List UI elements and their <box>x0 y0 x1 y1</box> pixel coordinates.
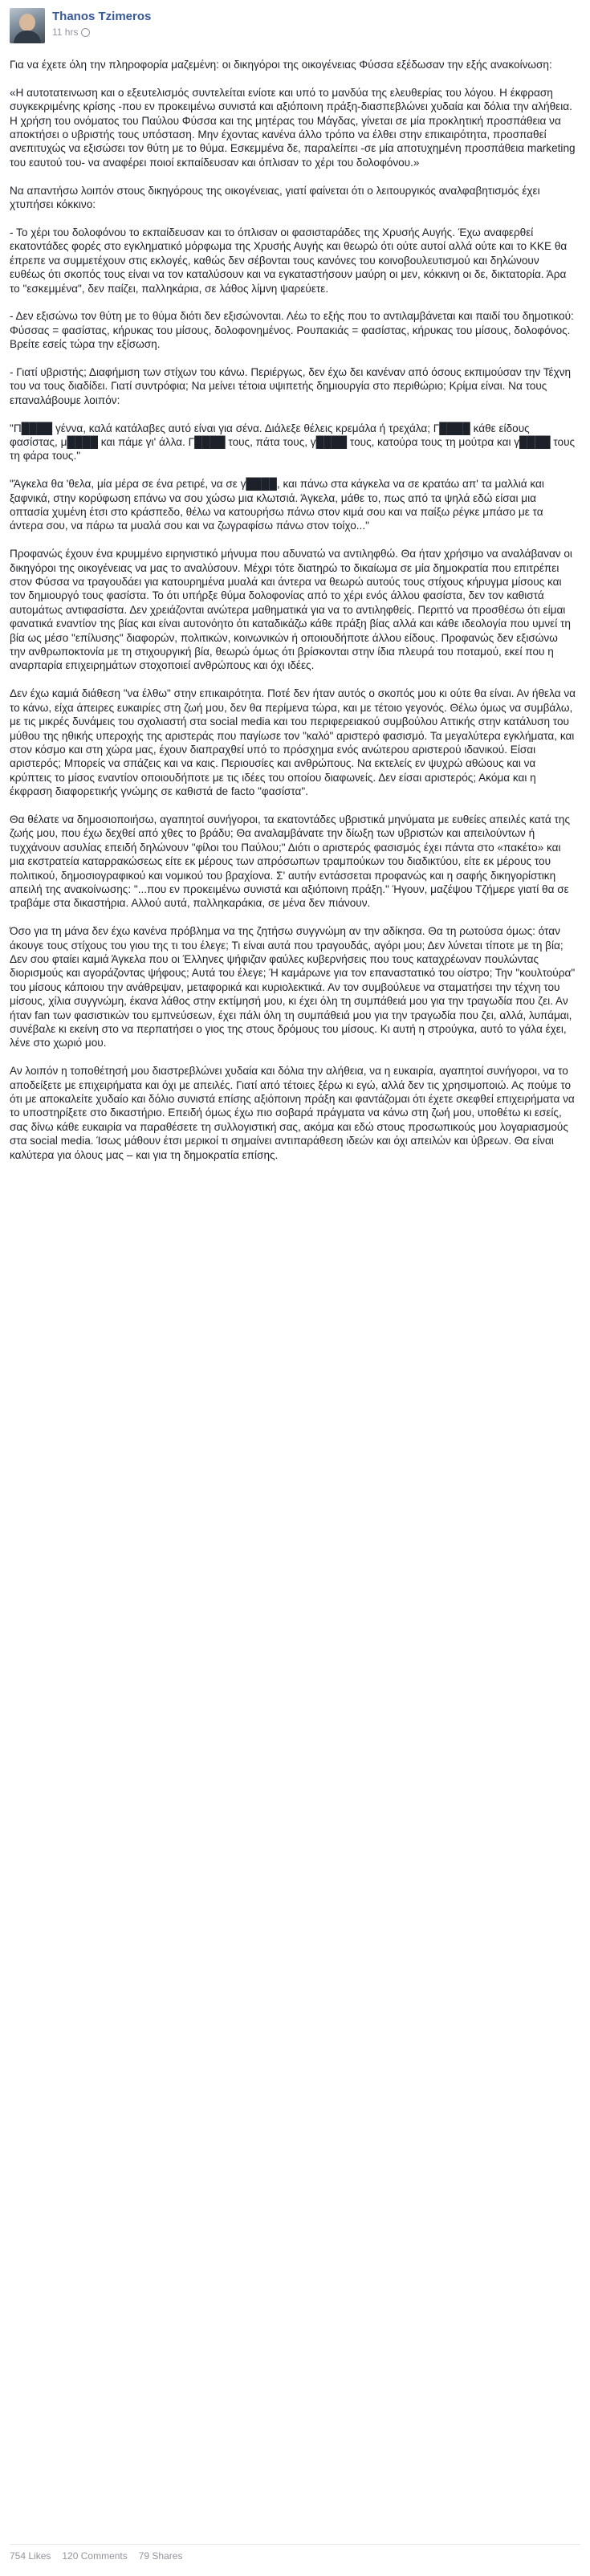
author-avatar[interactable] <box>10 8 45 43</box>
post-header <box>10 8 580 58</box>
comments-count[interactable]: 120 Comments <box>62 2550 128 2562</box>
avatar-body <box>14 31 41 43</box>
avatar-head <box>19 14 35 31</box>
globe-icon <box>81 28 90 37</box>
author-block <box>52 8 151 38</box>
author-name[interactable]: Thanos Tzimeros <box>52 10 152 23</box>
shares-count[interactable]: 79 Shares <box>138 2550 183 2562</box>
post-meta <box>52 26 151 38</box>
post-time[interactable]: 11 hrs <box>52 26 79 38</box>
likes-count[interactable]: 754 Likes <box>10 2550 51 2562</box>
post-stats-bar <box>10 2544 580 2567</box>
post-body-text: Για να έχετε όλη την πληροφορία μαζεμένη: οι δικηγόροι της οικογένειας Φύσσα εξέδωσαν την εξής ανακοίνωση: «Η αυτοτατεινωση και ο εξευτελισμός συντελείται ενίοτε και υπό το μανδύα της ελευθερίας του λόγου. Η έκφραση συγκεκριμένης κρίσης -που εν προκειμένω συνιστά και αξιόποινη πράξη-διασπεβλώνει χυδαία και δόλια την αλήθεια. Η χρήση του ονόματος του Παύλου Φύσσα και της μητέρας του Μάγδας, γίνεται σε μία προκλητική προσπάθεια να αποκτήσει ο υβριστής τους υπόσταση. Μην έχοντας κανένα άλλο τρόπο να έλθει στην επικαιρότητα, προσπαθεί ανεπιτυχώς να εξισώσει τον θύτη με το θύμα. Εσκεμμένα δε, παραλείπει -σε μία αποτυχημένη προσπάθεια marketing του εαυτού του- να αναφέρει ποιοί εκπαίδευσαν και όπλισαν το χέρι του δολοφόνου.» Να απαντήσω λοιπόν στους δικηγόρους της οικογένειας, γιατί φαίνεται ότι ο λειτουργικός αναλφαβητισμός έχει χτυπήσει κόκκινο: - Το χέρι του δολοφόνου το εκπαίδευσαν και το όπλισαν οι φασισταράδες της Χρυσής Αυγής. Έχω αναφερθεί εκατοντάδες φορές στο εγκληματικό μόρφωμα της Χρυσής Αυγής και θεωρώ ότι ούτε αυτοί αλλά ούτε και το ΚΚΕ θα έπρεπε να συμμετέχουν στις εκλογές, καθώς δεν σέβονται τους κανόνες του κοινοβουλευτισμού και δηλώνουν ευθέως ότι σκοπός τους είναι να τον καταλύσουν και να εγκαταστήσουν μαύρη οι μεν, κόκκινη οι δε, δικτατορία. Άρα το "εσκεμμένα", δεν παίζει, παλληκάρια, σε λάθος λίμνη ψαρεύετε. - Δεν εξισώνω τον θύτη με το θύμα διότι δεν εξισώνονται. Λέω το εξής που το αντιλαμβάνεται και παιδί του δημοτικού: Φύσσας = φασίστας, κήρυκας του μίσους, δολοφονημένος. Ρουπακιάς = φασίστας, κήρυκας του μίσους, δολοφόνος. Βρείτε εσείς τώρα την εξίσωση. - Γιατί υβριστής; Διαφήμιση των στίχων του κάνω. Περιέργως, δεν έχω δει κανέναν από όσους εκπιμούσαν την Τέχνη του να τους διαδίδει. Γιατί συντρόφια; Να μείνει τέτοια υψιπετής δημιουργία στο περιθώριο; Κρίμα είναι. Να τους επαναλάβουμε λοιπόν: "Π████ γέννα, καλά κατάλαβες αυτό είναι για σένα. Διάλεξε θέλεις κρεμάλα ή τρεχάλα; Γ████ κάθε είδους φασίστας, μ████ και πάμε γι' άλλα. Γ████ τους, πάτα τους, γ████ τους, κατούρα τους τη μούτρα και γ████ τους τη φάρα τους." "Άγκελα θα 'θελα, μία μέρα σε ένα ρετιρέ, να σε γ████, και πάνω στα κάγκελα να σε κρατάω απ' τα μαλλιά και ξαφνικά, στην κορύφωση επάνω να σου χώσω μια κλωτσιά. Άγκελα, μάθε το, πως από τα ψηλά εδώ είσαι μια οπτασία χυμένη έτσι στο κράσπεδο, θέλω να κατουρήσω πάνω στον κιμά σου και να παίξω ρέγκε μπάσο με τα άντερα σου, να πάρω τα μυαλά σου και να ζωγραφίσω πάνω στον τοίχο..." Προφανώς έχουν ένα κρυμμένο ειρηνιστικό μήνυμα που αδυνατώ να αντιληφθώ. Θα ήταν χρήσιμο να αναλάβαναν οι δικηγόροι της οικογένειας να μας το αναλύσουν. Μέχρι τότε διατηρώ το δικαίωμα σε μία δημοκρατία που επιτρέπει στον Φύσσα να τραγουδάει για κατουρημένα μυαλά και άντερα να θεωρώ αυτούς τους στίχους κήρυγμα μίσους και τον δημιουργό τους φασίστα. Το ότι υπήρξε θύμα δολοφονίας από το χέρι ενός άλλου φασίστα, δεν τον καθιστά αυτομάτως αντιφασίστα. Δεν χρειάζονται ανώτερα μαθηματικά για να το αντιληφθείς. Περιττό να προσθέσω ότι είμαι φανατικά εναντίον της βίας και είναι αυτονόητο ότι καταδικάζω κάθε πράξη βίας αλλά και κάθε ιδεολογία που υμνεί τη βία ως μέσο "επίλυσης" διαφορών, πολιτικών, κοινωνικών ή οποιουδήποτε άλλου είδους. Προφανώς δεν εξισώνω την ανθρωποκτονία με τη στιχουργική βία, θεωρώ όμως ότι βρίσκονται στην ίδια πλευρά του ποταμού, εκεί που η αναρπαρία επιχειρημάτων στοχοποιεί ανθρώπους και όχι ιδέες. Δεν έχω καμιά διάθεση "να έλθω" στην επικαιρότητα. Ποτέ δεν ήταν αυτός ο σκοπός μου κι ούτε θα είναι. Αν ήθελα να το κάνω, είχα άπειρες ευκαιρίες στη ζωή μου, δεν θα περίμενα τώρα, και με τέτοιο γεγονός. Θέλω όμως να συμβάλω, με τις μικρές δυνάμεις του σχολιαστή στα social media και του περιφερειακού συμβούλου Αττικής στην κατάλυση του μύθου της ηθικής υπεροχής της αριστεράς που παγίωσε τον "καλό" αριστερό φασισμό. Τα μεγαλύτερα εγκλήματα, και στον κόσμο και στη χώρα μας, έχουν διαπραχθεί υπό το πρόσχημα ενός ανώτερου αριστερού ιδανικού. Είσαι αριστερός; Μπορείς να σπάζεις και να καις. Περιουσίες και ανθρώπους. Να εκτελείς εν ψυχρώ αθώους και να κρύπτεις το μίσος εναντίον οποιουδήποτε με τις ιδέες του οποίου διαφωνείς. Δεν είσαι αριστερός; Ακόμα και η έκφραση διαφορετικής γνώμης σε καθιστά de facto "φασίστα". Θα θέλατε να δημοσιοποιήσω, αγαπητοί συνήγοροι, τα εκατοντάδες υβριστικά μηνύματα με ευθείες απειλές κατά της ζωής μου, που έχω δεχθεί από χθες το βράδυ; Θα αναλαμβάνατε την δίωξη των υβριστών και απειλούντων ή τυχχάνουν ασυλίας επειδή δηλώνουν "φίλοι του Παύλου;" Διότι ο αριστερός φασισμός έχει πάντα στο «πακέτο» και μια εκστρατεία καταρρακώσεως είτε εκ μέρους των απρόσωπων τραμπούκων του διαδικτύου, είτε εκ μέρους του πολιτικού, δημοσιογραφικού και νομικού του βραχίονα. Σ' αυτήν εντάσσεται προφανώς και η σαφής δικηγορίστικη απειλή της ανακοίνωσης: "...που εν προκειμένω συνιστά και αξιόποινη πράξη." Ήγουν, μαζέψου Τζήμερε γιατί θα σε τραβάμε στα δικαστήρια. Αλλού αυτά, παλληκαράκια, σε μένα δεν πιάνουν. Όσο για τη μάνα δεν έχω κανένα πρόβλημα να της ζητήσω συγγνώμη αν την αδίκησα. Θα τη ρωτούσα όμως: όταν άκουγε τους στίχους του γιου της τι του έλεγε; Τι είναι αυτά που τραγουδάς, αγόρι μου; Δεν λύνεται τίποτε με τη βία; Δεν σου φταίει καμιά Άγκελα που οι Έλληνες ψήφιζαν φαύλες κυβερνήσεις που τους καταχρέωναν πουλώντας διορισμούς και αγοράζοντας ψήφους; Αυτά του έλεγε; Ή καμάρωνε για τον επαναστατικό του οίστρο; Την "κουλτούρα" του μίσους κάποιου την ανάθρεψαν, μεταφορικά και κυριολεκτικά. Αν τον συμβούλευε να σταματήσει την τέχνη του μίσους, χίλια συγγνώμη, έκανα λάθος στην εκτίμησή μου, κι έχει όλη τη συμπάθειά μου για την τραγωδία που ζει. Αν ήταν fan των φασιστικών του εμπνεύσεων, έχει πάλι όλη τη συμπάθειά μου για την τραγωδία που ζει, αλλά, λυπάμαι, συνέβαλε κι εκείνη στο να περπατήσει ο γιος της στους δρόμους του μίσους. Κι αυτή η στρούγκα, αυτό το γάλα έχει, λένε στο χωριό μου. Αν λοιπόν η τοποθέτησή μου διαστρεβλώνει χυδαία και δόλια την αλήθεια, να η ευκαιρία, αγαπητοί συνήγοροι, να το αποδείξετε με επιχειρήματα και όχι με απειλές. Γιατί από τέτοιες ξέρω κι εγώ, αλλά δεν τις χρησιμοποιώ. Ας πούμε το ότι με αποκαλείτε χυδαίο και δόλιο συνιστά επίσης αξιόποινη πράξη και φαντάζομαι ότι έχετε σκεφθεί επιχειρήματα να το υποστηρίξετε στο δικαστήριο. Επειδή όμως έχω πιο σοβαρά πράγματα να κάνω στη ζωή μου, υποθέτω κι εσείς, σας δίνω κάθε ευκαιρία να παραθέσετε τη συλλογιστική σας, ακόμα και εδώ στους προσωπικούς μου λογαριασμούς στα social media. Ίσως μάθουν έτσι μερικοί τι σημαίνει αντιπαράθεση ιδεών και όχι απειλών και ύβρεων. Θα είναι καλύτερα για όλους μας – και για τη δημοκρατία επίσης. <box>10 59 576 1161</box>
